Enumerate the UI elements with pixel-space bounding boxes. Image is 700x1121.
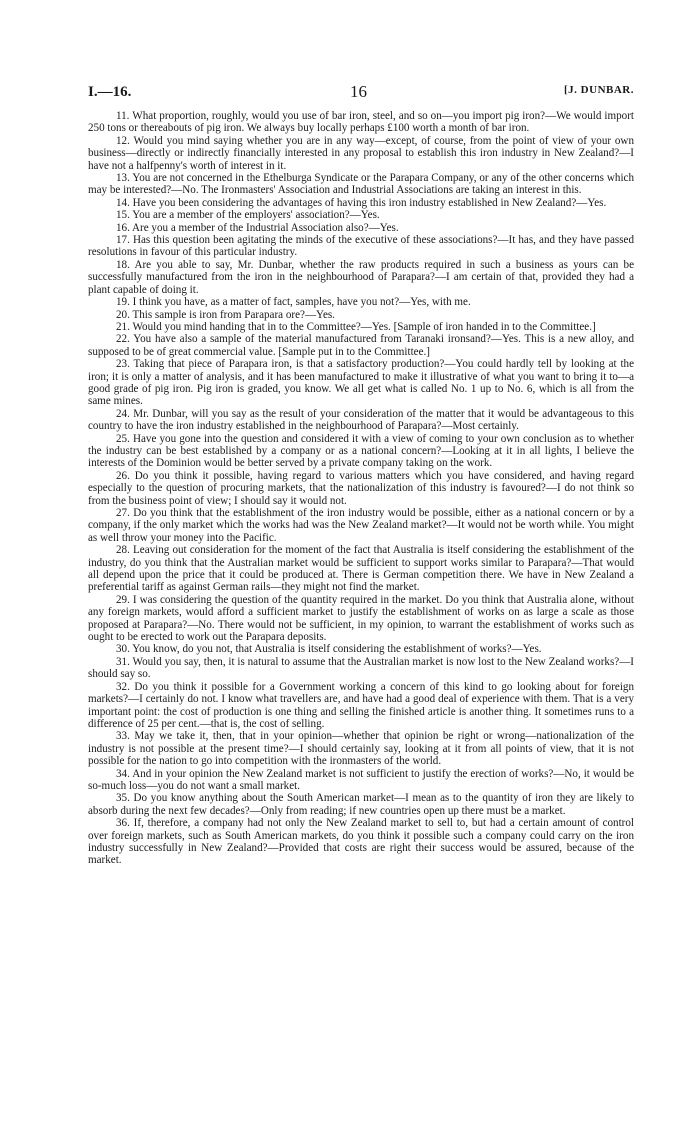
question-paragraph: 13. You are not concerned in the Ethelburga Syndicate or the Parapara Company, or any of the other concerns which may be interested?—No. The Ironmasters' Association and Industrial Associations are taking an interest in this. bbox=[88, 172, 634, 197]
question-paragraph: 11. What proportion, roughly, would you use of bar iron, steel, and so on—you import pig iron?—We would import 250 tons or thereabouts of pig iron. We always buy locally perhaps £100 worth a month of bar iron. bbox=[88, 110, 634, 135]
question-paragraph: 29. I was considering the question of the quantity required in the market. Do you think that Australia alone, without any foreign markets, would afford a sufficient market to justify the establishment of works on as large a scale as those proposed at Parapara?—No. There would not be sufficient, in my opinion, to warrant the establishment of works such as ought to be erected to work out the Parapara deposits. bbox=[88, 593, 634, 644]
question-paragraph: 35. Do you know anything about the South American market—I mean as to the quantity of iron they are likely to absorb during the next few decades?—Only from reading; if new countries open up there must be a market. bbox=[88, 792, 634, 817]
question-paragraph: 34. And in your opinion the New Zealand market is not sufficient to justify the erection of works?—No, it would be so-much loss—you do not want a small market. bbox=[88, 767, 634, 792]
question-paragraph: 19. I think you have, as a matter of fact, samples, have you not?—Yes, with me. bbox=[116, 296, 471, 309]
question-paragraph: 36. If, therefore, a company had not only the New Zealand market to sell to, but had a certain amount of control over foreign markets, such as South American markets, do you think it possible such a company could carry on the iron industry successfully in New Zealand?—Provided that costs are right their success would be assured, because of the market. bbox=[88, 817, 634, 867]
question-paragraph: 17. Has this question been agitating the minds of the executive of these associations?—It has, and they have passed resolutions in favour of this particular industry. bbox=[88, 234, 634, 259]
question-paragraph: 25. Have you gone into the question and considered it with a view of coming to your own conclusion as to whether the industry can be best established by a company or as a national concern?—Looking at it in all lights, I believe the interests of the Dominion would be better served by a private company taking on the work. bbox=[88, 432, 634, 470]
question-paragraph: 14. Have you been considering the advantages of having this iron industry established in New Zealand?—Yes. bbox=[116, 196, 607, 209]
page-number: 16 bbox=[350, 82, 367, 101]
question-paragraph: 26. Do you think it possible, having regard to various matters which you have considered, and having regard especially to the question of procuring markets, that the nationalization of this industry is favoured?—I do not think so from the business point of view; I should say it would not. bbox=[88, 469, 634, 507]
question-paragraph: 20. This sample is iron from Parapara ore?—Yes. bbox=[116, 308, 335, 321]
question-paragraph: 23. Taking that piece of Parapara iron, is that a satisfactory production?—You could hardly tell by looking at the iron; it is only a matter of analysis, and it has been manufactured to make it illustrative of what you want to bring it to—a good grade of pig iron. Pig iron is graded, you know. We all get what is called No. 1 up to No. 6, which is all from the same mines. bbox=[88, 358, 634, 408]
question-paragraph: 12. Would you mind saying whether you are in any way—except, of course, from the point of view of your own business—directly or indirectly financially interested in any proposal to establish this iron industry in New Zealand?—I have not a halfpenny's worth of interest in it. bbox=[88, 134, 634, 172]
question-paragraph: 31. Would you say, then, it is natural to assume that the Australian market is now lost to the New Zealand works?—I should say so. bbox=[88, 655, 634, 681]
evidence-text bbox=[88, 110, 634, 867]
question-paragraph: 24. Mr. Dunbar, will you say as the result of your consideration of the matter that it would be advantageous to this country to have the iron industry established in the neighbourhood of Parapara?—Most certainly. bbox=[88, 407, 634, 433]
witness-name: [J. DUNBAR. bbox=[564, 84, 634, 96]
parliamentary-paper-number: I.—16. bbox=[88, 84, 132, 100]
question-paragraph: 27. Do you think that the establishment of the iron industry would be possible, either as a national concern or by a company, if the only market which the works had was the New Zealand market?—It would not be worth while. You might as well throw your money into the Pacific. bbox=[88, 507, 634, 544]
question-paragraph: 16. Are you a member of the Industrial Association also?—Yes. bbox=[116, 221, 399, 234]
question-paragraph: 15. You are a member of the employers' association?—Yes. bbox=[116, 209, 380, 222]
question-paragraph: 33. May we take it, then, that in your opinion—whether that opinion be right or wrong—nationalization of the industry is not possible at the present time?—I should certainly say, looking at it from all points of view, that it is not possible for the nation to go into competition with the ironmasters of the world. bbox=[88, 730, 634, 768]
question-paragraph: 18. Are you able to say, Mr. Dunbar, whether the raw products required in such a business as yours can be successfully manufactured from the iron in the neighbourhood of Parapara?—I am certain of that, provided they had a plant capable of doing it. bbox=[88, 258, 634, 296]
question-paragraph: 22. You have also a sample of the material manufactured from Taranaki ironsand?—Yes. This is a new alloy, and supposed to be of great commercial value. [Sample put in to the Committee.] bbox=[88, 333, 634, 358]
question-paragraph: 32. Do you think it possible for a Government working a concern of this kind to go looking about for foreign markets?—I certainly do not. I know what travellers are, and have had a good deal of experience with them. That is a very important point: the cost of production is one thing and selling the finished article is another thing. It sometimes runs to a difference of 25 per cent.—that is, the cost of selling. bbox=[88, 680, 634, 730]
page-header bbox=[88, 84, 634, 106]
question-paragraph: 30. You know, do you not, that Australia is itself considering the establishment of works?—Yes. bbox=[116, 643, 542, 656]
question-paragraph: 28. Leaving out consideration for the moment of the fact that Australia is itself considering the establishment of the industry, do you think that the Australian market would be sufficient to support works similar to Parapara?—That would all depend upon the price that it could be produced at. There is German competition there. We have in New Zealand a preferential tariff as against German rails—they might not find the market. bbox=[88, 544, 634, 594]
question-paragraph: 21. Would you mind handing that in to the Committee?—Yes. [Sample of iron handed in to the Committee.] bbox=[116, 320, 596, 333]
